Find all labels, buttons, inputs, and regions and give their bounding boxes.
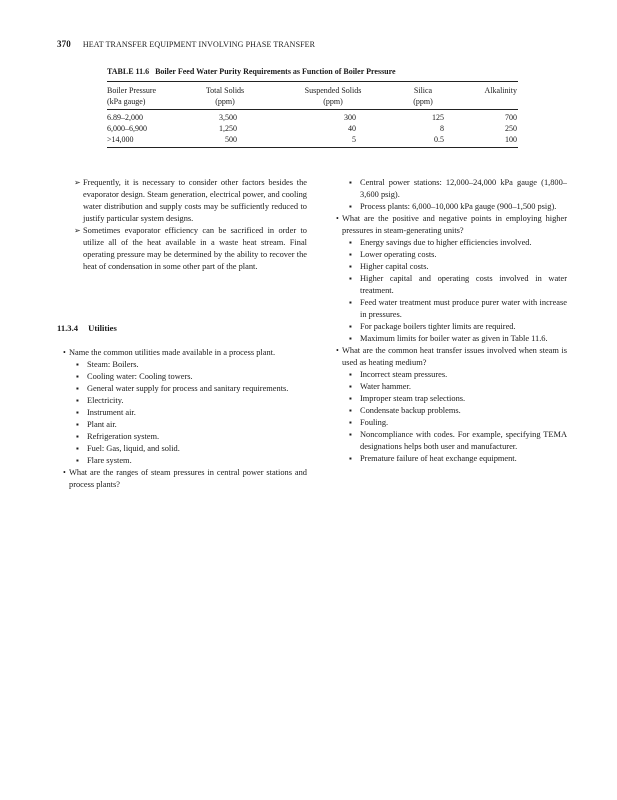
table-cell: 6.89–2,000 [107, 113, 143, 122]
list-item: ▪ Electricity. [76, 396, 124, 405]
square-bullet-icon: ▪ [349, 322, 352, 331]
bullet-dot-icon: • [336, 346, 339, 355]
table-header-cell: Alkalinity [484, 86, 517, 95]
table-cell: >14,000 [107, 135, 134, 144]
list-item: ▪ Lower operating costs. [349, 250, 437, 259]
table-title: Boiler Feed Water Purity Requirements as Function of Boiler Pressure [155, 67, 396, 76]
square-bullet-icon: ▪ [349, 334, 352, 343]
table-cell: 0.5 [434, 135, 444, 144]
list-item: ▪ Condensate backup problems. [349, 406, 461, 415]
table-header-cell: Boiler Pressure (kPa gauge) [107, 86, 157, 106]
table-cell: 700 [505, 113, 517, 122]
right-column [330, 177, 567, 465]
list-item: ▪ Water hammer. [349, 382, 411, 391]
page-number: 370 [57, 39, 71, 49]
square-bullet-icon: ▪ [76, 432, 79, 441]
left-column [57, 177, 307, 273]
square-bullet-icon: ▪ [349, 430, 352, 439]
list-item: ▪ Higher capital and operating costs involved in water treatment. [349, 274, 567, 295]
section-title: Utilities [88, 323, 117, 333]
list-item: ▪ Energy savings due to higher efficiencies involved. [349, 238, 532, 247]
question-item: • Name the common utilities made available in a process plant. [63, 348, 276, 357]
list-item: ▪ Cooling water: Cooling towers. [76, 372, 193, 381]
square-bullet-icon: ▪ [349, 394, 352, 403]
table-cell: 6,000–6,900 [107, 124, 147, 133]
question-item: • What are the common heat transfer issues involved when steam is used as heating medium? [336, 346, 567, 367]
square-bullet-icon: ▪ [349, 250, 352, 259]
list-item: ▪ Higher capital costs. [349, 262, 429, 271]
list-item: ▪ Improper steam trap selections. [349, 394, 466, 403]
table-cell: 5 [352, 135, 356, 144]
table-cell: 8 [440, 124, 444, 133]
square-bullet-icon: ▪ [349, 406, 352, 415]
square-bullet-icon: ▪ [76, 420, 79, 429]
bullet-dot-icon: • [63, 348, 66, 357]
left-column-qa [57, 347, 307, 491]
section-number: 11.3.4 [57, 323, 79, 333]
arrow-marker-icon: ➢ [74, 178, 81, 187]
question-item: • What are the positive and negative points in employing higher pressures in steam-generating units? [336, 214, 567, 235]
running-title: HEAT TRANSFER EQUIPMENT INVOLVING PHASE TRANSFER [82, 40, 316, 49]
list-item: ▪ For package boilers tighter limits are required. [349, 322, 516, 331]
square-bullet-icon: ▪ [349, 370, 352, 379]
list-item: ▪ Instrument air. [76, 408, 136, 417]
section-heading [57, 322, 117, 334]
question-item: • What are the ranges of steam pressures in central power stations and process plants? [63, 468, 307, 489]
square-bullet-icon: ▪ [349, 274, 352, 283]
list-item: ▪ Process plants: 6,000–10,000 kPa gauge (900–1,500 psig). [349, 202, 557, 211]
table-cell: 3,500 [219, 113, 237, 122]
bullet-dot-icon: • [63, 468, 66, 477]
table-caption [107, 67, 396, 76]
table-cell: 250 [505, 124, 517, 133]
table-cell: 40 [348, 124, 356, 133]
table-header-cell: Suspended Solids (ppm) [304, 86, 362, 106]
arrow-marker-icon: ➢ [74, 226, 81, 235]
list-item: ▪ Maximum limits for boiler water as given in Table 11.6. [349, 334, 548, 343]
list-item: ▪ Fouling. [349, 418, 389, 427]
list-item: ▪ Central power stations: 12,000–24,000 kPa gauge (1,800–3,600 psig). [349, 178, 567, 199]
square-bullet-icon: ▪ [349, 298, 352, 307]
list-item: ▪ Noncompliance with codes. For example, specifying TEMA designations helps both user and manufacturer. [349, 430, 567, 451]
square-bullet-icon: ▪ [76, 360, 79, 369]
list-item: ▪ Plant air. [76, 420, 117, 429]
square-bullet-icon: ▪ [349, 238, 352, 247]
table-cell: 500 [225, 135, 237, 144]
bullet-dot-icon: • [336, 214, 339, 223]
list-item: ▪ Flare system. [76, 456, 132, 465]
table-cell: 300 [344, 113, 356, 122]
list-item: ▪ Premature failure of heat exchange equipment. [349, 454, 517, 463]
square-bullet-icon: ▪ [76, 384, 79, 393]
table-cell: 100 [505, 135, 517, 144]
table-cell: 1,250 [219, 124, 237, 133]
square-bullet-icon: ▪ [76, 456, 79, 465]
list-item: ▪ Feed water treatment must produce purer water with increase in pressures. [349, 298, 567, 319]
square-bullet-icon: ▪ [349, 178, 352, 187]
table-cell: 125 [432, 113, 444, 122]
table-header-cell: Silica (ppm) [413, 86, 433, 106]
table-bottom-rule [107, 147, 518, 148]
square-bullet-icon: ▪ [76, 444, 79, 453]
square-bullet-icon: ▪ [76, 408, 79, 417]
square-bullet-icon: ▪ [349, 454, 352, 463]
square-bullet-icon: ▪ [349, 202, 352, 211]
square-bullet-icon: ▪ [349, 418, 352, 427]
square-bullet-icon: ▪ [76, 372, 79, 381]
table-label: TABLE 11.6 [107, 67, 150, 76]
running-header [57, 39, 315, 49]
square-bullet-icon: ▪ [76, 396, 79, 405]
list-item: ▪ Fuel: Gas, liquid, and solid. [76, 444, 180, 453]
square-bullet-icon: ▪ [349, 262, 352, 271]
list-item: ▪ General water supply for process and sanitary requirements. [76, 384, 289, 393]
list-item: ▪ Steam: Boilers. [76, 360, 139, 369]
square-bullet-icon: ▪ [349, 382, 352, 391]
table-header-rule [107, 109, 518, 110]
arrow-item: ➢ Frequently, it is necessary to consider other factors besides the evaporator design. Steam generation, electrical power, and cooling water distribution and supply costs may be sufficiently reduced to justify particular system designs. [74, 178, 307, 223]
list-item: ▪ Incorrect steam pressures. [349, 370, 448, 379]
list-item: ▪ Refrigeration system. [76, 432, 160, 441]
arrow-item: ➢ Sometimes evaporator efficiency can be sacrificed in order to utilize all of the heat available in a waste heat stream. Final operating pressure may be determined by the ability to recover the heat of condensation in some other part of the plant. [74, 226, 307, 271]
table-top-rule [107, 81, 518, 82]
table-header-cell: Total Solids (ppm) [205, 86, 245, 106]
